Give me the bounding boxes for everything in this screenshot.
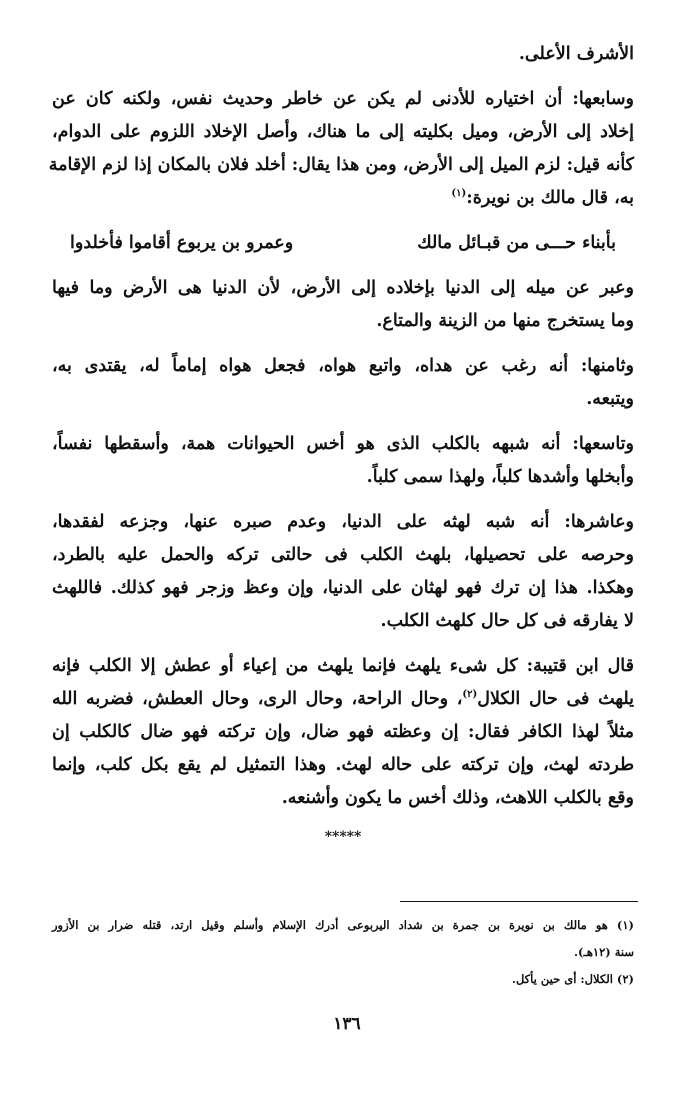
text-segment: يلهث فى حال الكلال <box>477 689 634 709</box>
text-line: وعاشرها: أنه شبه لهثه على الدنيا، وعدم صبره عنها، وجزعه لفقدها، <box>52 512 634 532</box>
poetry-verse <box>70 227 616 260</box>
text-line: وحرصه على تحصيلها، بلهث الكلب فى حالتى تركه والحمل عليه بالطرد، <box>52 545 634 565</box>
text-line: قال ابن قتيبة: كل شىء يلهث فإنما يلهث من إعياء أو عطش إلا الكلب فإنه <box>52 656 634 676</box>
page-number: ١٣٦ <box>333 1014 361 1034</box>
footnotes <box>52 912 634 993</box>
text-line: لا يفارقه فى كل حال كلهث الكلب. <box>380 611 634 631</box>
paragraph-ibn-qutaybah <box>52 650 634 815</box>
text-segment: به، قال مالك بن نويرة: <box>466 188 634 208</box>
text-line: وقع بالكلب اللاهث، وذلك أخس ما يكون وأشنعه. <box>281 788 634 808</box>
text-line: مثلاً لهذا الكافر فقال: إن وعظته فهو ضال، وإن تركته فهو ضال كالكلب إن <box>52 722 634 742</box>
text-line: طردته لهث، وإن تركته على حاله لهث. وهذا التمثيل لم يقع بكل كلب، وإنما <box>52 755 634 775</box>
paragraph-tenth <box>52 506 634 638</box>
footnote-1: (١) هو مالك بن نويرة بن جمرة بن شداد اليربوعى أدرك الإسلام وأسلم وقيل ارتد، قتله ضرار بن الأزور <box>52 918 634 932</box>
paragraph-seventh <box>48 83 634 215</box>
paragraph-after-verse <box>52 272 634 338</box>
text-line: وهكذا. هذا إن ترك فهو لهثان على الدنيا، وإن وعظ وزجر فهو كذلك. فاللهث <box>52 578 634 598</box>
text-line: كأنه قيل: لزم الميل إلى الأرض، ومن هذا يقال: أخلد فلان بالمكان إذا لزم الإقامة <box>48 155 634 175</box>
text-line: وتاسعها: أنه شبهه بالكلب الذى هو أخس الحيوانات همة، وأسقطها نفساً، <box>52 434 634 454</box>
text-line: ويتبعه. <box>586 389 634 409</box>
text-line: وعبر عن ميله إلى الدنيا بإخلاده إلى الأرض، لأن الدنيا هى الأرض وما فيها <box>52 278 634 298</box>
paragraph-continuation: الأشرف الأعلى. <box>518 44 634 64</box>
text-line: وما يستخرج منها من الزينة والمتاع. <box>376 311 634 331</box>
footnote-1-continuation: سنة (١٢هـ). <box>574 945 634 959</box>
footnote-divider <box>400 901 638 902</box>
text-segment: ، وحال الراحة، وحال الرى، وحال العطش، فضربه الله <box>52 689 463 709</box>
text-line: وسابعها: أن اختياره للأدنى لم يكن عن خاطر وحديث نفس، ولكنه كان عن <box>52 89 634 109</box>
footnote-2: (٢) الكلال: أى حين يأكل. <box>511 972 634 986</box>
text-line <box>52 683 634 716</box>
paragraph-eighth <box>52 350 634 416</box>
verse-second-hemistich: وعمرو بن يربوع أقاموا فأخلدوا <box>70 233 294 253</box>
text-line: وأبخلها وأشدها كلباً، ولهذا سمى كلباً. <box>366 467 634 487</box>
footnote-marker: (١) <box>451 188 467 200</box>
text-line <box>52 182 634 215</box>
footnote-marker: (٢) <box>462 689 478 701</box>
verse-first-hemistich: بأبناء حـــى من قبـائل مالك <box>417 233 616 253</box>
text-line: إخلاد إلى الأرض، وميل بكليته إلى ما هناك، وأصل الإخلاد اللزوم على الدوام، <box>52 122 634 142</box>
paragraph-ninth <box>52 428 634 494</box>
section-separator: ***** <box>324 829 362 845</box>
text-line: وثامنها: أنه رغب عن هداه، واتبع هواه، فجعل هواه إماماً له، يقتدى به، <box>52 356 634 376</box>
